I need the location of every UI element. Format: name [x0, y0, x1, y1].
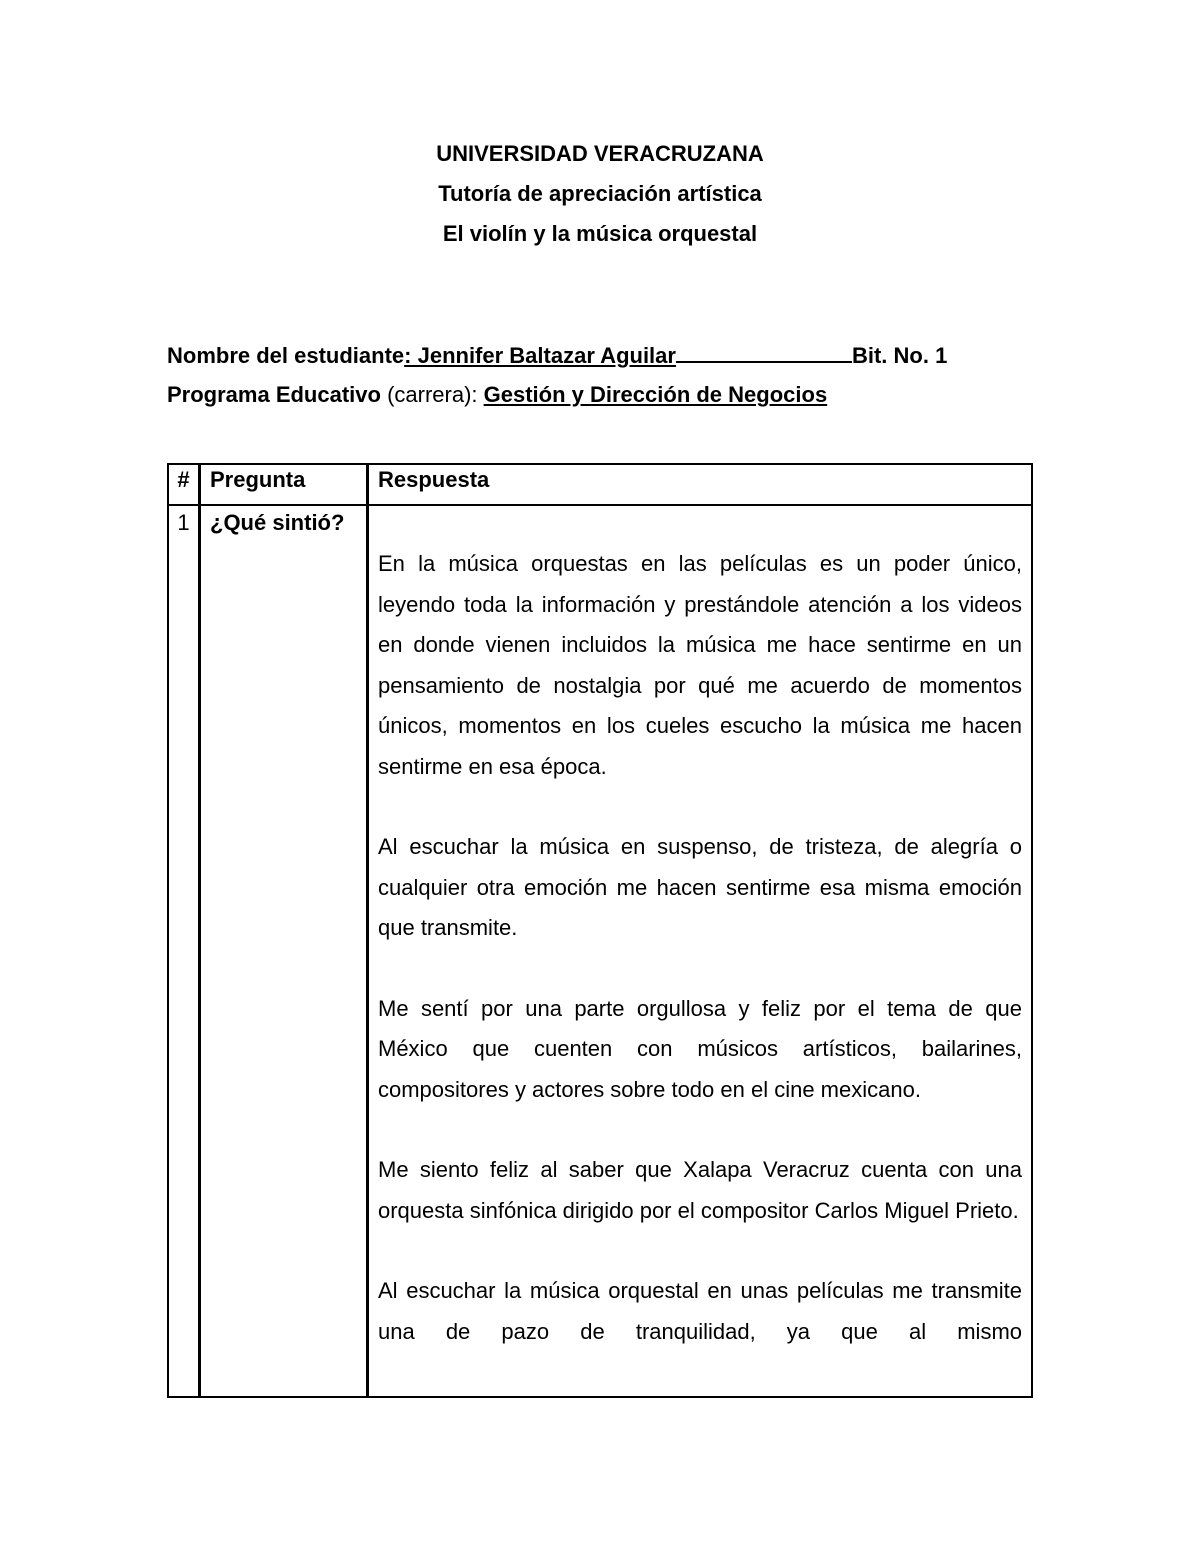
row-answer: [368, 505, 1033, 1397]
topic-title: El violín y la música orquestal: [442, 221, 758, 246]
student-name-label: Nombre del estudiante: [167, 343, 405, 368]
header-question: Pregunta: [200, 464, 368, 505]
row-number: 1: [168, 505, 200, 1397]
header-answer: Respuesta: [368, 464, 1033, 505]
name-underline-blank: [676, 347, 852, 363]
answer-paragraph: Al escuchar la música en suspenso, de tristeza, de alegría o cualquier otra emoción me hacen sentirme esa misma emoción que transmite.: [378, 834, 1022, 940]
answer-text: [378, 510, 1022, 1352]
answer-paragraph: Me sentí por una parte orgullosa y feliz por el tema de que México que cuenten con músicos artísticos, bailarines, compositores y actores sobre todo en el cine mexicano.: [378, 995, 1022, 1102]
answer-paragraph: Al escuchar la música orquestal en unas películas me transmite una de pazo de tranquilidad, ya que al mismo: [378, 1278, 1022, 1344]
program-label-suffix: (carrera):: [380, 382, 484, 407]
table-row: [168, 505, 1032, 1397]
program-value: Gestión y Dirección de Negocios: [483, 382, 828, 407]
student-name-value: : Jennifer Baltazar Aguilar: [404, 343, 676, 368]
qa-table: [167, 463, 1033, 1398]
header-number: #: [168, 464, 200, 505]
row-question: ¿Qué sintió?: [200, 505, 368, 1397]
program-label: Programa Educativo: [167, 382, 381, 407]
course-title: Tutoría de apreciación artística: [438, 181, 762, 206]
student-line: [167, 343, 1037, 369]
answer-paragraph: En la música orquestas en las películas es un poder único, leyendo toda la información y prestándole atención a los videos en donde vienen incluidos la música me hace sentirme en un pensamiento de nostalgia por qué me acuerdo de momentos únicos, momentos en los cueles escucho la música me hacen sentirme en esa época.: [378, 551, 1022, 779]
table-header-row: [168, 464, 1032, 505]
bit-number: Bit. No. 1: [851, 343, 948, 368]
program-line: [167, 382, 1037, 408]
answer-paragraph: Me siento feliz al saber que Xalapa Veracruz cuenta con una orquesta sinfónica dirigido por el compositor Carlos Miguel Prieto.: [378, 1157, 1022, 1223]
document-header: [0, 138, 1200, 258]
university-title: UNIVERSIDAD VERACRUZANA: [436, 141, 764, 166]
